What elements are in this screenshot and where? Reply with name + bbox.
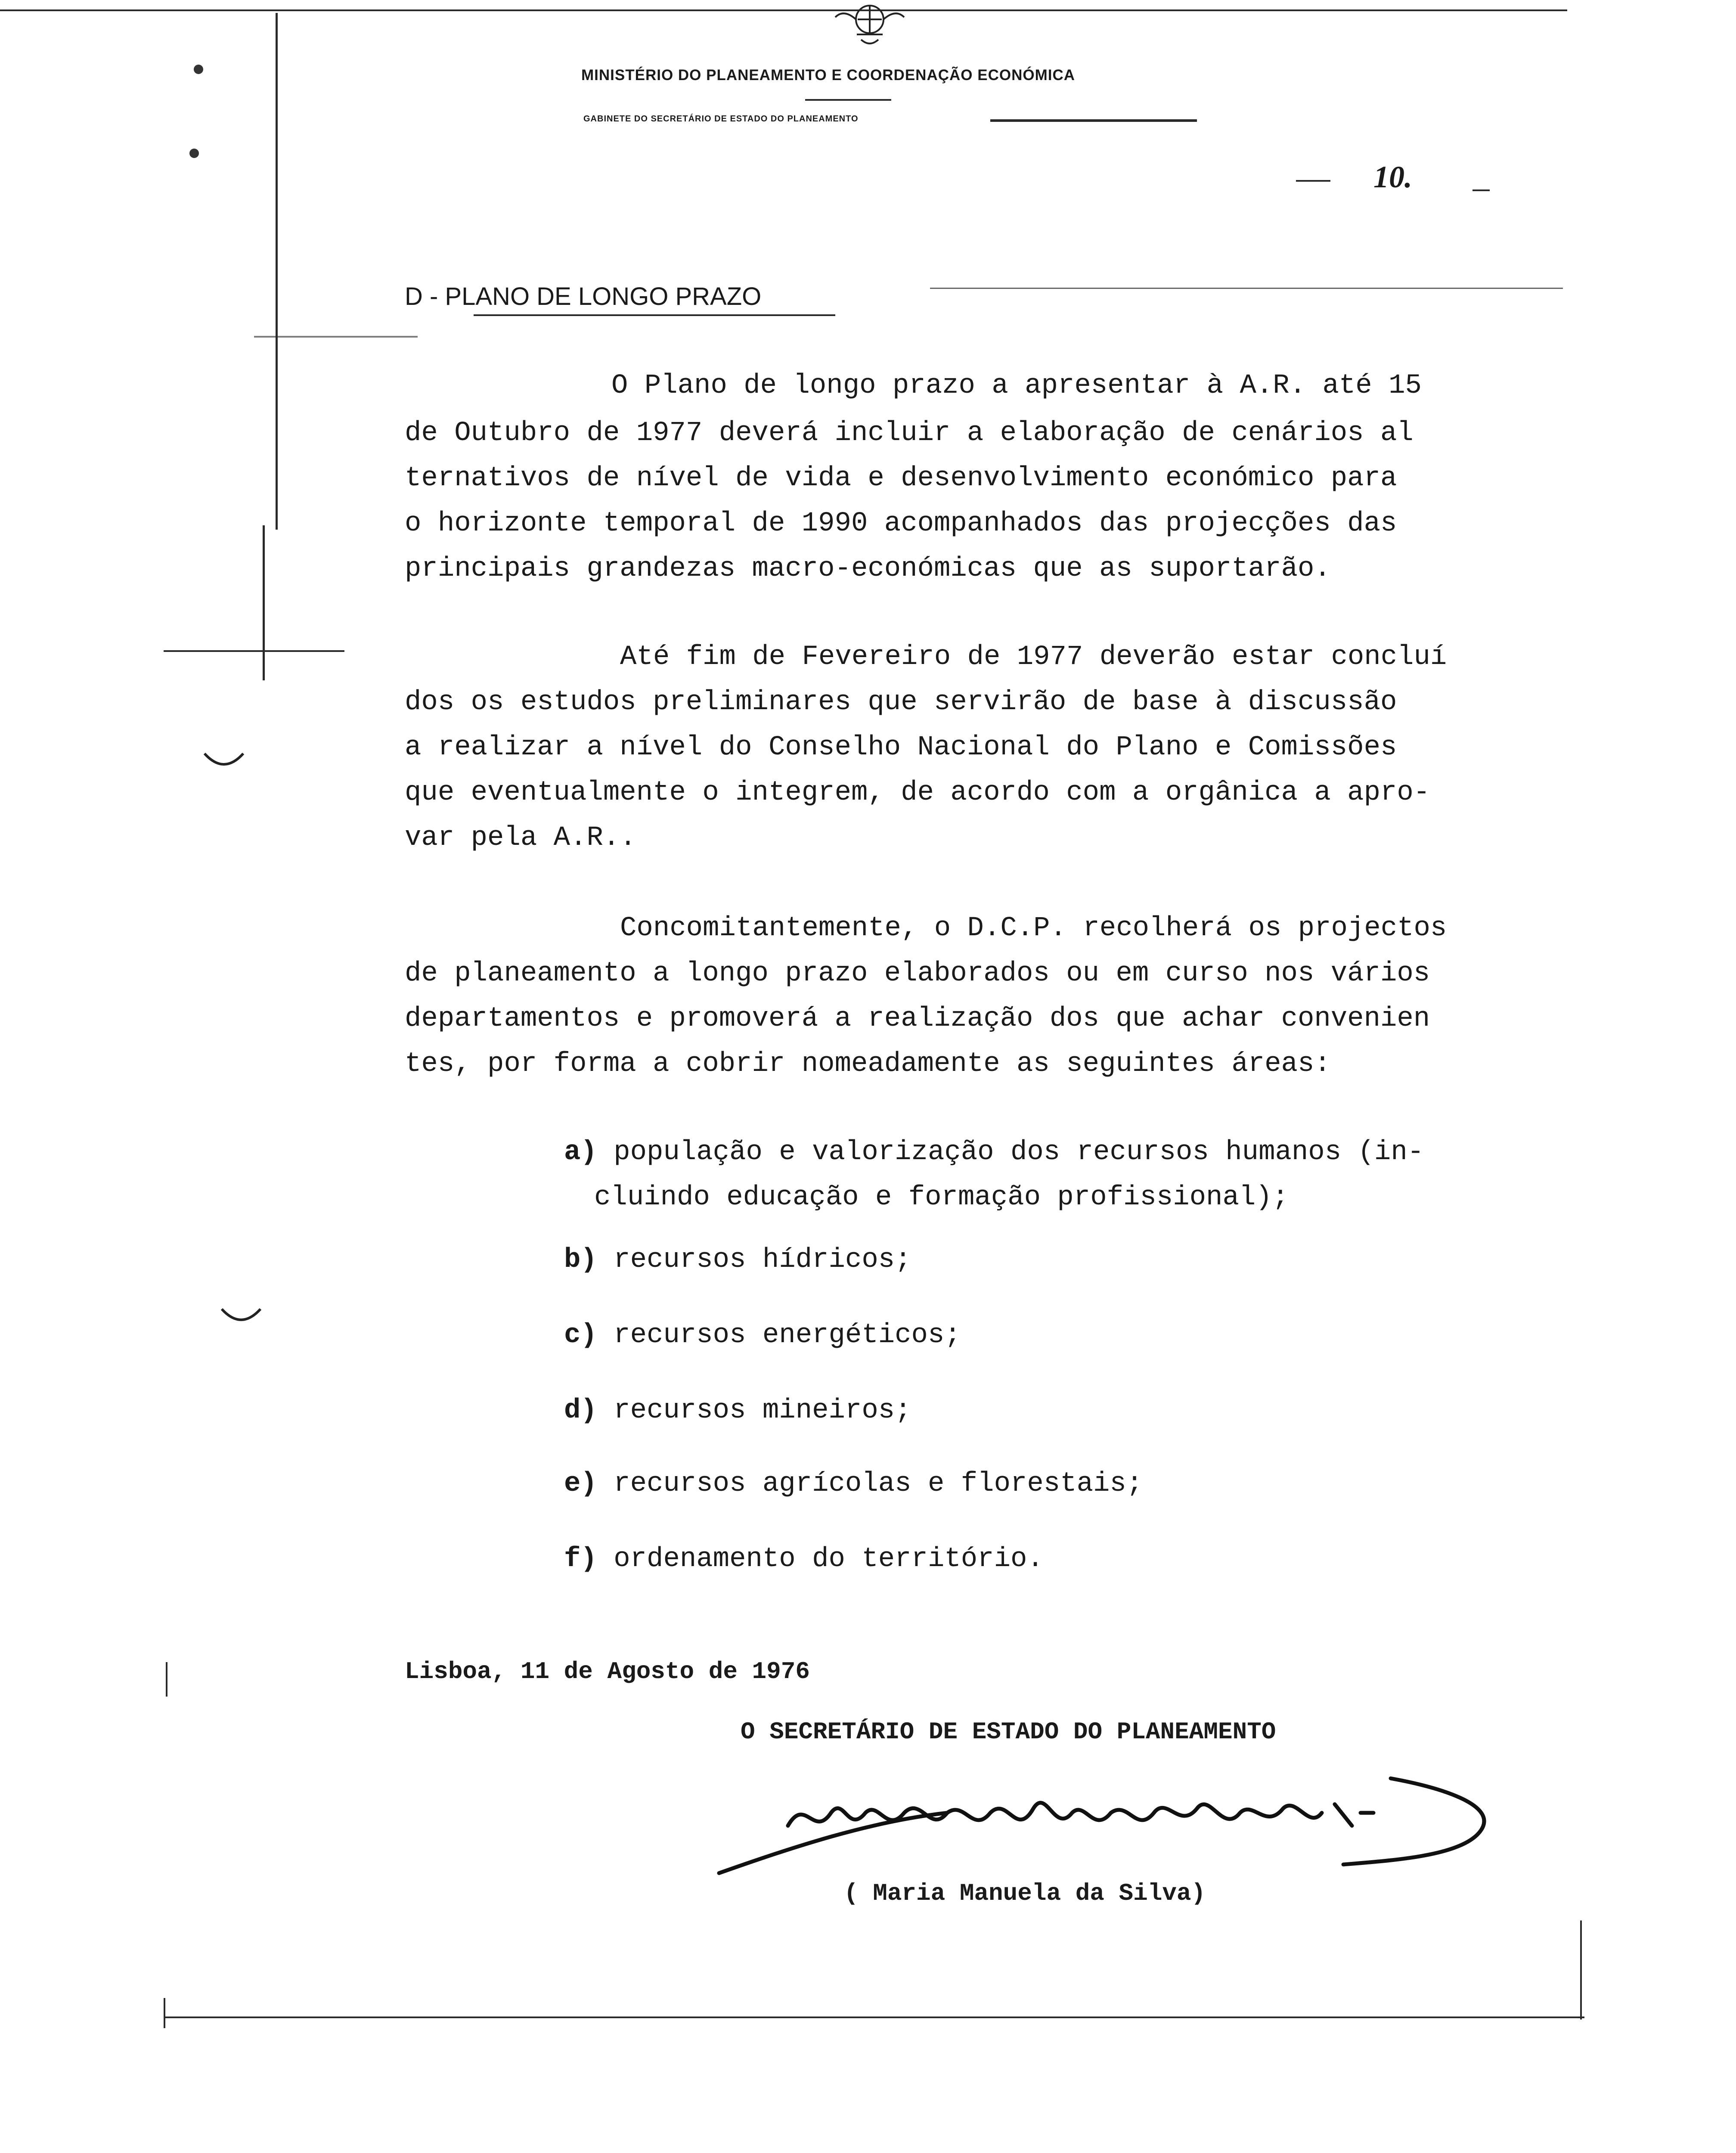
paragraph-2-line-4: que eventualmente o integrem, de acordo com a orgânica a apro- bbox=[405, 777, 1430, 808]
top-border-line bbox=[0, 9, 1567, 11]
bottom-left-tick bbox=[164, 1998, 165, 2028]
area-item-f bbox=[564, 1544, 1044, 1575]
area-item-b bbox=[564, 1244, 911, 1275]
bottom-border-line bbox=[164, 2016, 1584, 2018]
office-subheading: GABINETE DO SECRETÁRIO DE ESTADO DO PLANEAMENTO bbox=[583, 114, 859, 124]
paragraph-1-line-2: de Outubro de 1977 deverá incluir a elaboração de cenários al bbox=[405, 418, 1414, 449]
margin-dot bbox=[194, 65, 203, 74]
page-number-tick bbox=[1472, 189, 1490, 191]
paragraph-1-line-3: ternativos de nível de vida e desenvolvimento económico para bbox=[405, 463, 1397, 494]
section-title: D - PLANO DE LONGO PRAZO bbox=[405, 282, 762, 310]
paragraph-2-line-1: Até fim de Fevereiro de 1977 deverão estar concluí bbox=[620, 642, 1447, 673]
area-item-c bbox=[564, 1320, 961, 1351]
area-text: população e valorização dos recursos humanos (in- bbox=[614, 1137, 1424, 1168]
area-item-a bbox=[564, 1137, 1424, 1168]
section-title-underline bbox=[474, 314, 835, 316]
area-letter: d) bbox=[564, 1395, 597, 1426]
office-underline-strike bbox=[990, 119, 1197, 122]
area-letter: a) bbox=[564, 1137, 597, 1168]
paragraph-2-line-3: a realizar a nível do Conselho Nacional do Plano e Comissões bbox=[405, 732, 1397, 763]
left-margin-line-lower bbox=[263, 525, 265, 680]
signatory-role: O SECRETÁRIO DE ESTADO DO PLANEAMENTO bbox=[741, 1718, 1276, 1746]
coat-of-arms-emblem bbox=[827, 0, 913, 47]
signatory-name: ( Maria Manuela da Silva) bbox=[844, 1880, 1206, 1907]
page-number-dash bbox=[1296, 180, 1330, 182]
area-item-a-continuation: cluindo educação e formação profissional); bbox=[594, 1182, 1289, 1213]
paragraph-3-line-1: Concomitantemente, o D.C.P. recolherá os projectos bbox=[620, 913, 1447, 944]
right-edge-tick bbox=[1580, 1920, 1582, 2020]
paragraph-3-line-4: tes, por forma a cobrir nomeadamente as seguintes áreas: bbox=[405, 1049, 1331, 1080]
page-number: 10. bbox=[1373, 160, 1412, 194]
margin-rule-mid bbox=[164, 650, 344, 652]
paragraph-1-line-4: o horizonte temporal de 1990 acompanhados das projecções das bbox=[405, 508, 1397, 539]
area-text: recursos energéticos; bbox=[614, 1320, 961, 1351]
area-letter: c) bbox=[564, 1320, 597, 1351]
paragraph-2-line-5: var pela A.R.. bbox=[405, 822, 636, 853]
paragraph-2-line-2: dos os estudos preliminares que servirão de base à discussão bbox=[405, 687, 1397, 718]
handwritten-signature bbox=[706, 1761, 1503, 1890]
area-text: recursos agrícolas e florestais; bbox=[614, 1468, 1143, 1499]
paragraph-3-line-2: de planeamento a longo prazo elaborados ou em curso nos vários bbox=[405, 958, 1430, 989]
left-margin-line bbox=[276, 13, 278, 530]
paragraph-1-line-5: principais grandezas macro-económicas que as suportarão. bbox=[405, 553, 1331, 584]
area-text: recursos mineiros; bbox=[614, 1395, 911, 1426]
left-edge-tick bbox=[166, 1662, 167, 1697]
area-text: ordenamento do território. bbox=[614, 1544, 1044, 1575]
section-title-rule bbox=[930, 288, 1563, 289]
margin-rule-top bbox=[254, 336, 418, 338]
area-letter: f) bbox=[564, 1544, 597, 1575]
margin-dot bbox=[189, 149, 199, 158]
place-and-date: Lisboa, 11 de Agosto de 1976 bbox=[405, 1658, 810, 1685]
area-letter: b) bbox=[564, 1244, 597, 1275]
ministry-heading: MINISTÉRIO DO PLANEAMENTO E COORDENAÇÃO ECONÓMICA bbox=[581, 67, 1076, 84]
area-item-e bbox=[564, 1468, 1143, 1499]
header-divider bbox=[805, 99, 891, 101]
area-item-d bbox=[564, 1395, 911, 1426]
paragraph-1-line-1: O Plano de longo prazo a apresentar à A.R. até 15 bbox=[611, 370, 1422, 401]
margin-arc-mark bbox=[220, 1305, 263, 1331]
area-letter: e) bbox=[564, 1468, 597, 1499]
paragraph-3-line-3: departamentos e promoverá a realização dos que achar convenien bbox=[405, 1003, 1430, 1034]
area-text: recursos hídricos; bbox=[614, 1244, 911, 1275]
margin-arc-mark bbox=[202, 749, 245, 775]
